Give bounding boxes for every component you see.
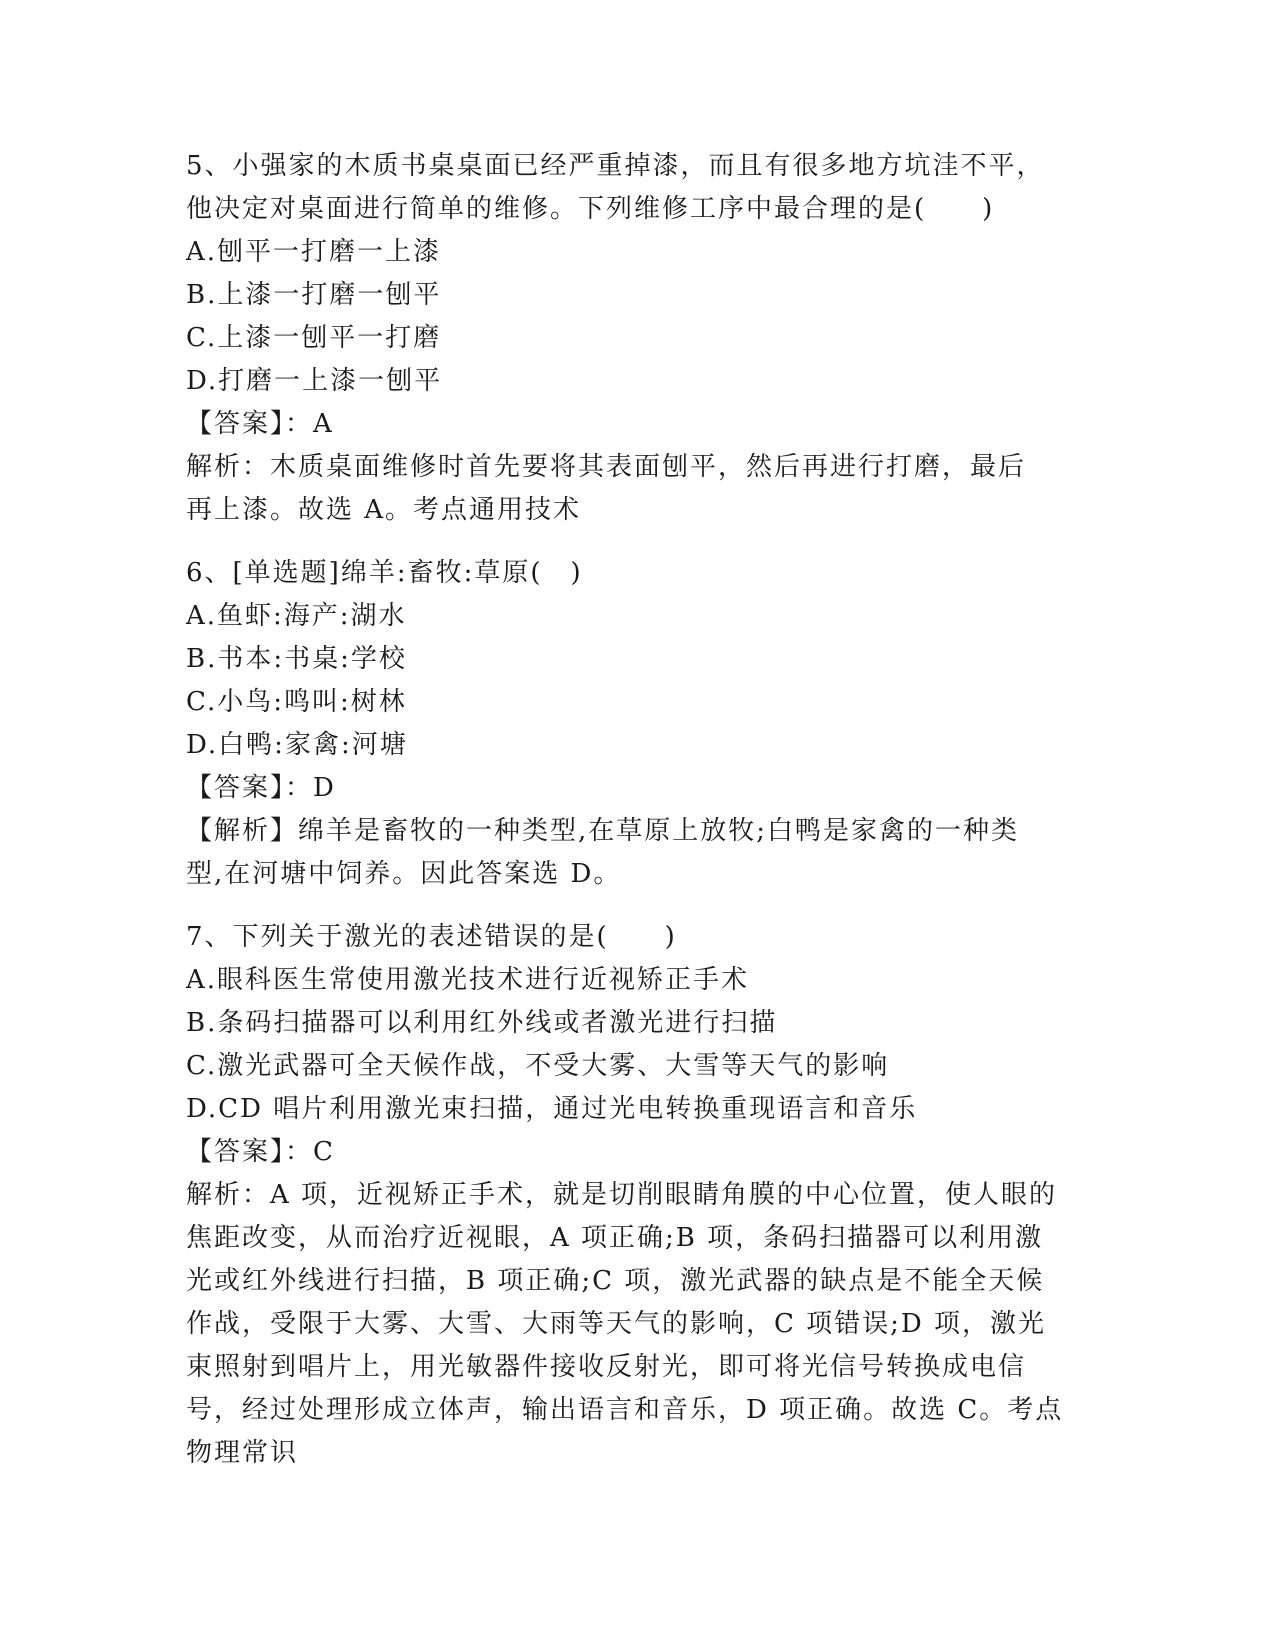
answer-line: 【答案】：D	[186, 773, 336, 803]
analysis-line: 型,在河塘中饲养。因此答案选 D。	[186, 859, 622, 889]
option-c: C.上漆一刨平一打磨	[186, 323, 442, 353]
analysis-line: 号，经过处理形成立体声，输出语言和音乐，D 项正确。故选 C。考点	[186, 1395, 1064, 1425]
option-c: C.小鸟:鸣叫:树林	[186, 687, 407, 717]
option-c: C.激光武器可全天候作战，不受大雾、大雪等天气的影响	[186, 1051, 890, 1081]
analysis-line: 解析：A 项，近视矫正手术，就是切削眼睛角膜的中心位置，使人眼的	[186, 1180, 1058, 1210]
option-d: D.白鸭:家禽:河塘	[186, 730, 408, 760]
option-d: D.打磨一上漆一刨平	[186, 366, 443, 396]
analysis-line: 焦距改变，从而治疗近视眼，A 项正确;B 项，条码扫描器可以利用激	[186, 1223, 1044, 1253]
question-6	[186, 552, 1086, 896]
question-5	[186, 145, 1086, 532]
analysis-line: 再上漆。故选 A。考点通用技术	[186, 495, 582, 525]
question-7	[186, 916, 1086, 1475]
option-a: A.刨平一打磨一上漆	[186, 237, 442, 267]
question-stem-line: 7、下列关于激光的表述错误的是( )	[186, 922, 677, 952]
analysis-line: 束照射到唱片上，用光敏器件接收反射光，即可将光信号转换成电信	[186, 1352, 1027, 1382]
option-d: D.CD 唱片利用激光束扫描，通过光电转换重现语言和音乐	[186, 1094, 918, 1124]
analysis-line: 物理常识	[186, 1438, 299, 1468]
answer-line: 【答案】：C	[186, 1137, 335, 1167]
analysis-line: 光或红外线进行扫描，B 项正确;C 项，激光武器的缺点是不能全天候	[186, 1266, 1045, 1296]
option-a: A.眼科医生常使用激光技术进行近视矫正手术	[186, 965, 750, 995]
option-b: B.上漆一打磨一刨平	[186, 280, 442, 310]
answer-line: 【答案】：A	[186, 409, 334, 439]
question-stem-line: 他决定对桌面进行简单的维修。下列维修工序中最合理的是( )	[186, 194, 995, 224]
document-page	[186, 145, 1086, 1495]
analysis-line: 作战，受限于大雾、大雪、大雨等天气的影响，C 项错误;D 项，激光	[186, 1309, 1047, 1339]
option-b: B.条码扫描器可以利用红外线或者激光进行扫描	[186, 1008, 778, 1038]
question-stem-line: 6、[单选题]绵羊:畜牧:草原( )	[186, 558, 583, 588]
option-a: A.鱼虾:海产:湖水	[186, 601, 407, 631]
option-b: B.书本:书桌:学校	[186, 644, 407, 674]
analysis-line: 【解析】绵羊是畜牧的一种类型,在草原上放牧;白鸭是家禽的一种类	[186, 816, 1020, 846]
analysis-line: 解析：木质桌面维修时首先要将其表面刨平，然后再进行打磨，最后	[186, 452, 1027, 482]
question-stem-line: 5、小强家的木质书桌桌面已经严重掉漆，而且有很多地方坑洼不平，	[186, 151, 1045, 181]
